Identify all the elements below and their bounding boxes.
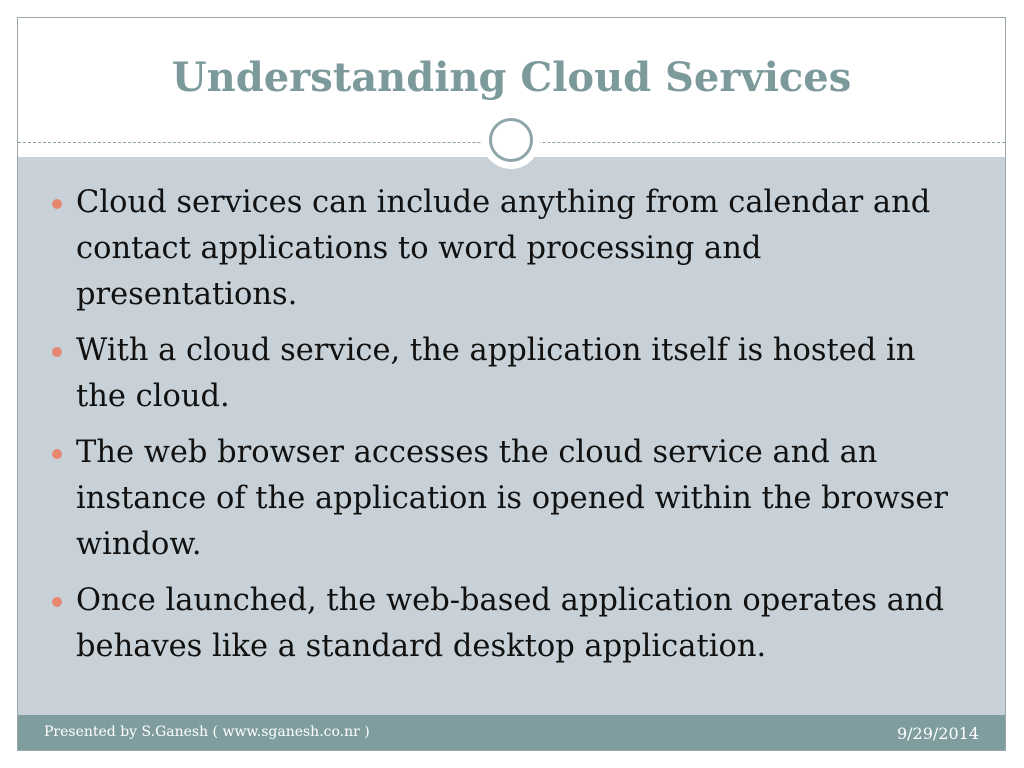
bullet-text: The web browser accesses the cloud service and an instance of the application is opened within the browser window. xyxy=(76,435,948,562)
bullet-dot-icon xyxy=(52,199,62,209)
presenter-credit: Presented by S.Ganesh ( www.sganesh.co.nr ) xyxy=(44,724,370,740)
bullet-dot-icon xyxy=(52,347,62,357)
bullet-text: Once launched, the web-based application operates and behaves like a standard desktop application. xyxy=(76,583,945,664)
bullet-list xyxy=(52,180,972,680)
bullet-text: With a cloud service, the application itself is hosted in the cloud. xyxy=(76,333,916,414)
bullet-item xyxy=(52,578,972,670)
slide-title: Understanding Cloud Services xyxy=(171,54,852,101)
bullet-dot-icon xyxy=(52,597,62,607)
slide-date: 9/29/2014 xyxy=(896,724,979,743)
bullet-item xyxy=(52,430,972,568)
ring-icon xyxy=(489,118,533,162)
slide xyxy=(17,17,1006,751)
footer-bar xyxy=(18,715,1005,750)
bullet-item xyxy=(52,328,972,420)
circle-ornament-icon xyxy=(482,111,540,169)
bullet-text: Cloud services can include anything from calendar and contact applications to word processing and presentations. xyxy=(76,185,931,312)
bullet-dot-icon xyxy=(52,449,62,459)
bullet-item xyxy=(52,180,972,318)
